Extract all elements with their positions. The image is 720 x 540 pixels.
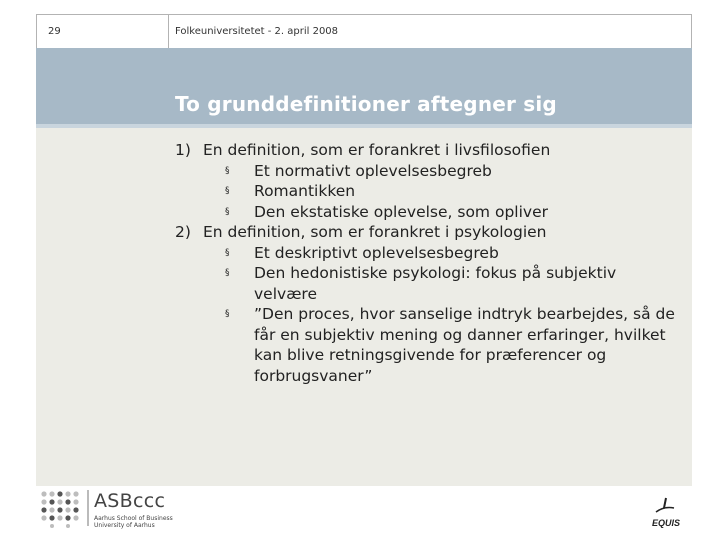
numbered-item-1 bbox=[175, 140, 675, 161]
bullet-item bbox=[175, 181, 675, 202]
bullet-item bbox=[175, 304, 675, 386]
logo-name: ASBccc bbox=[94, 490, 166, 512]
equis-text: EQUIS bbox=[652, 518, 681, 528]
slide-title: To grunddefinitioner aftegner sig bbox=[175, 92, 557, 116]
header-right-rule bbox=[691, 14, 692, 48]
bullet-item bbox=[175, 263, 675, 304]
logo-subtitle: Aarhus School of Business bbox=[94, 515, 173, 522]
bullet-text: Et normativt oplevelsesbegreb bbox=[254, 161, 492, 180]
bullet-text: Et deskriptivt oplevelsesbegreb bbox=[254, 243, 499, 262]
bullet-text: Den hedonistiske psykologi: fokus på subjektiv velvære bbox=[254, 264, 617, 303]
numbered-item-2 bbox=[175, 222, 675, 243]
bullet-icon: § bbox=[225, 186, 230, 196]
header-left-rule bbox=[36, 14, 37, 48]
header-top-rule bbox=[36, 14, 692, 15]
bullet-icon: § bbox=[225, 206, 230, 217]
header-divider bbox=[168, 14, 169, 48]
item-number: 1) bbox=[175, 141, 191, 159]
bullet-icon: § bbox=[225, 165, 230, 176]
bullet-text: Den ekstatiske oplevelse, som opliver bbox=[254, 202, 548, 221]
bullet-item bbox=[175, 202, 675, 223]
header-text: Folkeuniversitetet - 2. april 2008 bbox=[175, 26, 339, 37]
bullet-item bbox=[175, 161, 675, 182]
slide-content bbox=[175, 140, 675, 386]
bullet-icon: § bbox=[225, 247, 230, 258]
item-text: En definition, som er forankret i livsfilosofien bbox=[203, 141, 551, 159]
bullet-icon: § bbox=[225, 268, 230, 278]
bullet-text: Romantikken bbox=[254, 182, 356, 200]
bullet-text: ”Den proces, hvor sanselige indtryk bearbejdes, så de får en subjektiv mening og danner erfaringer, hvilket kan blive retningsgivende for præferencer og forbrugsvaner” bbox=[254, 305, 675, 385]
bullet-icon: § bbox=[225, 309, 230, 319]
item-text: En definition, som er forankret i psykologien bbox=[203, 223, 547, 241]
equis-logo-icon bbox=[648, 496, 688, 532]
bullet-item bbox=[175, 243, 675, 264]
item-number: 2) bbox=[175, 223, 191, 241]
logo-subtitle: University of Aarhus bbox=[94, 522, 155, 529]
page-number: 29 bbox=[48, 26, 61, 37]
